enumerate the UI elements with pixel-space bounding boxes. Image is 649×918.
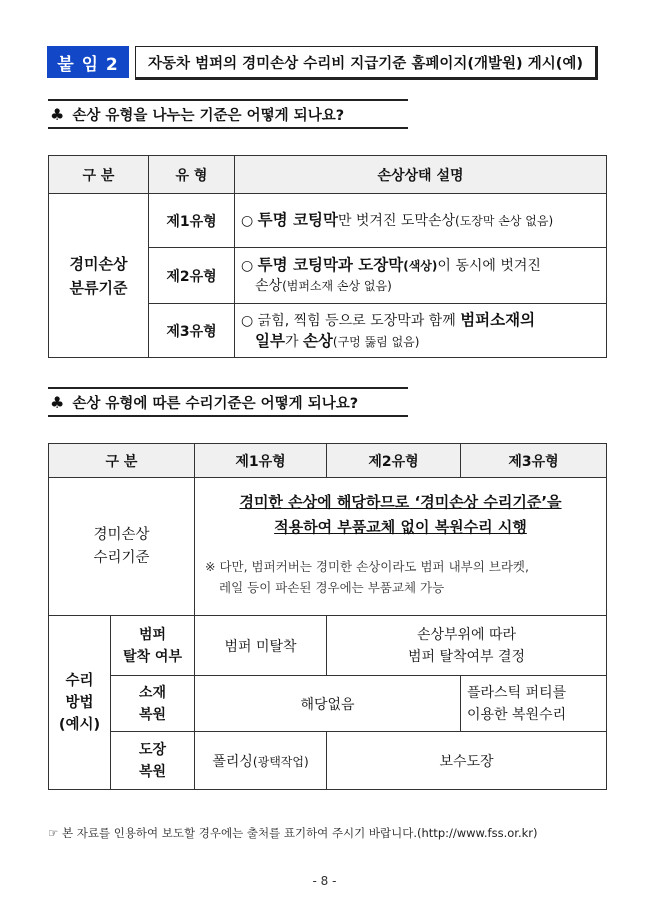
section1-heading-text: 손상 유형을 나누는 기준은 어떻게 되나요? xyxy=(72,107,345,124)
desc-text: 손상 xyxy=(255,278,283,294)
desc-bold: 범퍼소재의 xyxy=(460,310,536,329)
criteria-line: 경미한 손상에 해당하므로 ‘경미손상 수리기준’을 xyxy=(239,492,562,511)
description-cell xyxy=(235,248,607,304)
label-line: 복원 xyxy=(138,763,167,780)
desc-text: 만 벗겨진 도막손상 xyxy=(337,213,456,229)
label-line: 분류기준 xyxy=(69,278,128,297)
desc-note: (범퍼소재 손상 없음) xyxy=(282,279,392,293)
cell-value: 해당없음 xyxy=(195,676,461,732)
header-cell: 손상상태 설명 xyxy=(235,156,607,194)
section1-heading xyxy=(48,99,408,129)
method-label xyxy=(49,616,111,790)
label-line: 수리 xyxy=(65,672,94,689)
label-line: 경미손상 xyxy=(69,254,128,273)
value-line: 범퍼 탈착여부 결정 xyxy=(407,648,526,665)
desc-bold: 투명 코팅막과 도장막 xyxy=(257,256,404,274)
header-cell: 구 분 xyxy=(49,156,149,194)
type-cell: 제3유형 xyxy=(149,304,235,358)
desc-text: 긁힘, 찍힘 등으로 도장막과 함께 xyxy=(257,312,461,329)
club-bullet-icon: ♣ xyxy=(50,392,65,412)
criteria-label xyxy=(49,478,195,616)
header-cell: 제3유형 xyxy=(461,444,607,478)
label-line: (예시) xyxy=(58,716,101,733)
section2-heading xyxy=(48,387,408,417)
label-line: 수리기준 xyxy=(93,549,150,566)
table-header-row xyxy=(49,444,607,478)
description-cell xyxy=(235,304,607,358)
damage-type-table xyxy=(48,155,607,358)
table-row xyxy=(49,676,607,732)
label-line: 소재 xyxy=(138,684,167,701)
type-cell: 제1유형 xyxy=(149,194,235,248)
criteria-line: 적용하여 부품교체 없이 복원수리 시행 xyxy=(274,517,527,536)
desc-bold: 투명 코팅막 xyxy=(257,211,338,229)
cell-value xyxy=(327,616,607,676)
value-note: (광택작업) xyxy=(252,754,309,769)
club-bullet-icon: ♣ xyxy=(50,104,65,124)
header-cell: 제1유형 xyxy=(195,444,327,478)
sub-label xyxy=(111,616,195,676)
cell-value: 보수도장 xyxy=(327,732,607,790)
value-line: 이용한 복원수리 xyxy=(467,706,567,723)
value-line: 플라스틱 퍼티를 xyxy=(467,684,567,701)
value-text: 폴리싱 xyxy=(212,753,253,770)
desc-note: (도장막 손상 없음) xyxy=(455,214,554,228)
desc-text: 가 xyxy=(284,333,303,350)
label-line: 방법 xyxy=(65,694,94,711)
sub-label xyxy=(111,676,195,732)
table-row xyxy=(49,732,607,790)
criteria-note: 레일 등이 파손된 경우에는 부품교체 가능 xyxy=(219,579,445,595)
label-line: 경미손상 xyxy=(93,526,150,543)
header-cell: 구 분 xyxy=(49,444,195,478)
cell-value: 범퍼 미탈착 xyxy=(195,616,327,676)
table-header-row xyxy=(49,156,607,194)
label-line: 도장 xyxy=(138,741,167,758)
circle-bullet: ○ xyxy=(241,312,254,329)
criteria-note: ※ 다만, 범퍼커버는 경미한 손상이라도 범퍼 내부의 브라켓, xyxy=(205,558,529,574)
table-row xyxy=(49,194,607,248)
desc-text: 이 동시에 벗겨진 xyxy=(437,258,541,274)
cell-value xyxy=(195,732,327,790)
section2-heading-text: 손상 유형에 따른 수리기준은 어떻게 되나요? xyxy=(72,395,359,412)
sub-label xyxy=(111,732,195,790)
row-group-label xyxy=(49,194,149,358)
value-line: 손상부위에 따라 xyxy=(416,626,517,643)
header-cell: 유 형 xyxy=(149,156,235,194)
circle-bullet: ○ xyxy=(241,258,254,274)
attachment-tag: 붙 임 2 xyxy=(47,46,129,78)
desc-bold: 일부 xyxy=(255,331,285,350)
label-line: 탈착 여부 xyxy=(123,648,182,665)
description-cell xyxy=(235,194,607,248)
document-title: 자동차 범퍼의 경미손상 수리비 지급기준 홈페이지(개발원) 게시(예) xyxy=(135,46,598,80)
desc-note: (색상) xyxy=(403,259,438,273)
desc-bold: 손상 xyxy=(302,331,333,350)
citation-notice: ☞ 본 자료를 인용하여 보도할 경우에는 출처를 표기하여 주시기 바랍니다.(http://www.fss.or.kr) xyxy=(48,826,538,840)
desc-note: (구멍 뚫림 없음) xyxy=(332,334,420,349)
page-number: - 8 - xyxy=(312,874,337,888)
table-row xyxy=(49,616,607,676)
circle-bullet: ○ xyxy=(241,213,254,229)
label-line: 복원 xyxy=(138,706,167,723)
repair-criteria-table xyxy=(48,443,607,790)
label-line: 범퍼 xyxy=(138,626,167,643)
header-cell: 제2유형 xyxy=(327,444,461,478)
criteria-description xyxy=(195,478,607,616)
cell-value xyxy=(461,676,607,732)
table-row xyxy=(49,478,607,616)
type-cell: 제2유형 xyxy=(149,248,235,304)
